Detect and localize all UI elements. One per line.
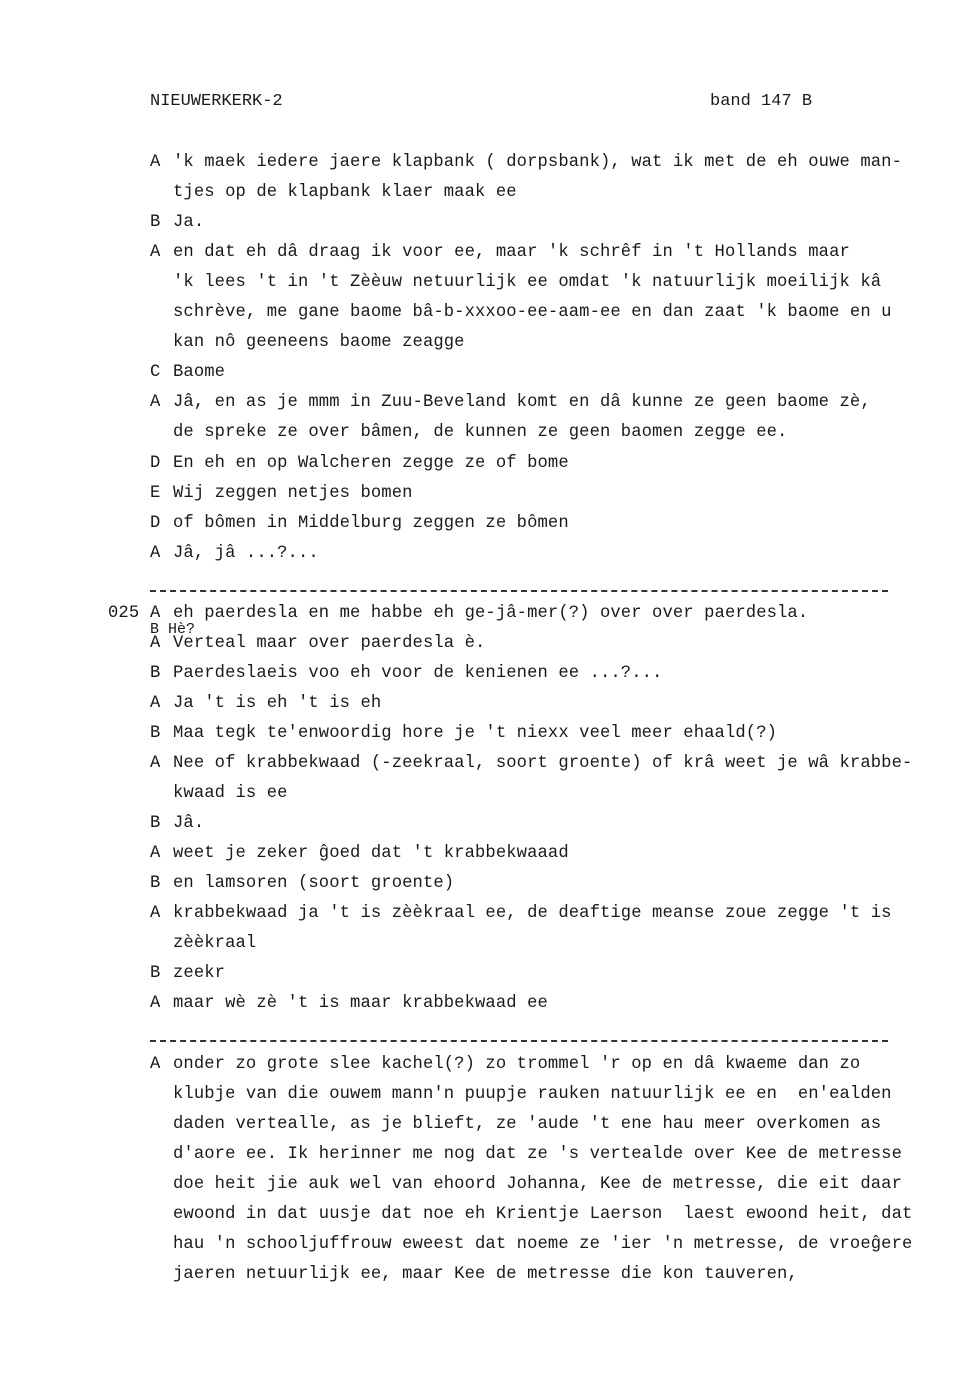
utterance-text: schrève, me gane baome bâ-b-xxxoo-ee-aam-ee en dan zaat 'k baome en u <box>173 303 892 323</box>
speaker-label: C <box>150 363 161 383</box>
speaker-label: A <box>150 754 161 773</box>
speaker-label: A <box>150 844 161 864</box>
utterance-text: Baome <box>173 363 226 383</box>
overprinted-interjection: B Hè? <box>150 620 196 638</box>
speaker-label: A <box>150 153 161 172</box>
utterance-text: Ja. <box>173 213 205 233</box>
utterance-text: doe heit jie auk wel van ehoord Johanna, Kee de metresse, die eit daar <box>173 1174 902 1194</box>
utterance-text: onder zo grote slee kachel(?) zo trommel 'r op en dâ kwaeme dan zo <box>173 1054 861 1074</box>
utterance-text: 'k maek iedere jaere klapbank ( dorpsbank), wat ik met de eh ouwe man- <box>173 153 902 172</box>
speaker-label: D <box>150 513 161 533</box>
timestamp-counter: 025 <box>108 603 140 623</box>
speaker-label: A <box>150 603 161 623</box>
speaker-label: A <box>150 994 161 1014</box>
speaker-label: A <box>150 243 161 263</box>
utterance-text: zèèkraal <box>173 934 257 954</box>
section-divider <box>150 1040 888 1042</box>
speaker-label: B <box>150 874 161 894</box>
speaker-label: A <box>150 393 161 413</box>
utterance-text: Jâ, en as je mmm in Zuu-Beveland komt en dâ kunne ze geen baome zè, <box>173 393 871 413</box>
speaker-label: A <box>150 1054 161 1074</box>
utterance-text: en dat eh dâ draag ik voor ee, maar 'k schrêf in 't Hollands maar <box>173 243 850 263</box>
utterance-text: Nee of krabbekwaad (-zeekraal, soort groente) of krâ weet je wâ krabbe- <box>173 754 913 773</box>
speaker-label: B <box>150 964 161 984</box>
utterance-text: eh paerdesla en me habbe eh ge-jâ-mer(?) over over paerdesla. <box>173 603 809 623</box>
utterance-text: zeekr <box>173 964 226 984</box>
utterance-text: klubje van die ouwem mann'n puupje rauken natuurlijk ee en en'ealden <box>173 1084 892 1104</box>
speaker-label: E <box>150 483 161 503</box>
utterance-text: tjes op de klapbank klaer maak ee <box>173 183 517 203</box>
utterance-text: 'k lees 't in 't Zèèuw netuurlijk ee omdat 'k natuurlijk moeilijk kâ <box>173 273 882 293</box>
speaker-label: B <box>150 723 161 743</box>
utterance-text: d'aore ee. Ik herinner me nog dat ze 's vertealde over Kee de metresse <box>173 1144 902 1164</box>
utterance-text: en lamsoren (soort groente) <box>173 874 455 894</box>
utterance-text: Jâ. <box>173 814 205 834</box>
utterance-text: daden vertealle, as je blieft, ze 'aude 't ene hau meer overkomen as <box>173 1114 882 1134</box>
speaker-label: B <box>150 663 161 683</box>
band-label: band 147 B <box>710 92 813 111</box>
utterance-text: hau 'n schooljuffrouw eweest dat noeme ze 'ier 'n metresse, de vroeĝere <box>173 1234 913 1254</box>
speaker-label: B <box>150 213 161 233</box>
speaker-label: A <box>150 633 161 653</box>
speaker-label: B <box>150 814 161 834</box>
utterance-text: maar wè zè 't is maar krabbekwaad ee <box>173 994 548 1014</box>
utterance-text: Ja 't is eh 't is eh <box>173 693 382 713</box>
section-divider <box>150 590 888 592</box>
utterance-text: krabbekwaad ja 't is zèèkraal ee, de deaftige meanse zoue zegge 't is <box>173 904 892 924</box>
utterance-text: weet je zeker ĝoed dat 't krabbekwaaad <box>173 844 569 864</box>
speaker-label: A <box>150 543 161 563</box>
document-title: NIEUWERKERK-2 <box>150 92 283 111</box>
utterance-text: ewoond in dat uusje dat noe eh Krientje Laerson laest ewoond heit, dat <box>173 1204 913 1224</box>
utterance-text: de spreke ze over bâmen, de kunnen ze geen baomen zegge ee. <box>173 423 788 443</box>
utterance-text: Wij zeggen netjes bomen <box>173 483 413 503</box>
speaker-label: A <box>150 904 161 924</box>
utterance-text: Paerdeslaeis voo eh voor de kenienen ee ...?... <box>173 663 663 683</box>
utterance-text: En eh en op Walcheren zegge ze of bome <box>173 453 569 473</box>
utterance-text: Jâ, jâ ...?... <box>173 543 319 563</box>
speaker-label: A <box>150 693 161 713</box>
speaker-label: D <box>150 453 161 473</box>
utterance-text: Verteal maar over paerdesla è. <box>173 633 486 653</box>
utterance-text: of bômen in Middelburg zeggen ze bômen <box>173 513 569 533</box>
utterance-text: Maa tegk te'enwoordig hore je 't niexx veel meer ehaald(?) <box>173 723 778 743</box>
utterance-text: kan nô geeneens baome zeagge <box>173 333 465 353</box>
utterance-text: jaeren netuurlijk ee, maar Kee de metresse die kon tauveren, <box>173 1264 798 1284</box>
utterance-text: kwaad is ee <box>173 784 288 804</box>
